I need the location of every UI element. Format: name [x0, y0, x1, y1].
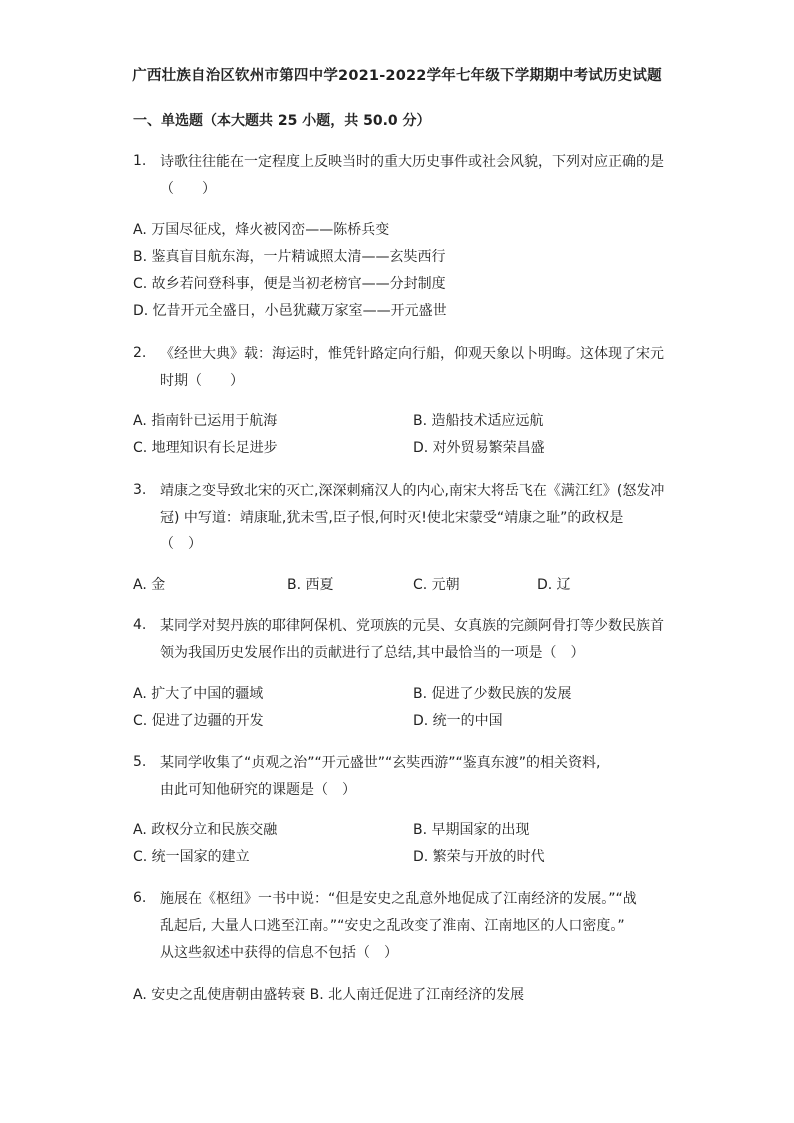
- question-text: 冠) 中写道：靖康耻,犹未雪,臣子恨,何时灭!使北宋蒙受“靖康之耻”的政权是: [160, 510, 624, 526]
- question-text: 领为我国历史发展作出的贡献进行了总结,其中最恰当的一项是（ ）: [160, 645, 585, 661]
- question-number: 3.: [133, 482, 147, 498]
- option-b: B. 早期国家的出现: [413, 822, 530, 838]
- option-d: D. 辽: [537, 577, 571, 593]
- option-d: D. 对外贸易繁荣昌盛: [413, 440, 545, 456]
- option-c: C. 统一国家的建立: [133, 849, 250, 865]
- question-text: 某同学收集了“贞观之治”“开元盛世”“玄奘西游”“鉴真东渡”的相关资料,: [160, 755, 601, 771]
- question-text: 诗歌往往能在一定程度上反映当时的重大历史事件或社会风貌，下列对应正确的是: [160, 154, 664, 170]
- option-b: B. 促进了少数民族的发展: [413, 686, 572, 702]
- option-a: A. 万国尽征戍，烽火被冈峦——陈桥兵变: [133, 222, 390, 238]
- question-text: （ ）: [160, 536, 202, 552]
- option-d: D. 忆昔开元全盛日，小邑犹藏万家室——开元盛世: [133, 303, 447, 319]
- option-a: A. 安史之乱使唐朝由盛转衰 B. 北人南迁促进了江南经济的发展: [133, 987, 525, 1003]
- section-heading: 一、单选题（本大题共 25 小题，共 50.0 分）: [133, 113, 431, 129]
- option-d: D. 统一的中国: [413, 713, 503, 729]
- question-text: 乱起后, 大量人口逃至江南。”“安史之乱改变了淮南、江南地区的人口密度。”: [160, 918, 625, 934]
- question-text: 靖康之变导致北宋的灭亡,深深刺痛汉人的内心,南宋大将岳飞在《满江红》(怒发冲: [160, 483, 665, 499]
- option-a: A. 金: [133, 577, 166, 593]
- option-b: B. 鉴真盲目航东海，一片精诚照太清——玄奘西行: [133, 249, 446, 265]
- option-c: C. 元朝: [413, 577, 460, 593]
- option-a: A. 政权分立和民族交融: [133, 822, 278, 838]
- option-a: A. 指南针已运用于航海: [133, 413, 278, 429]
- option-c: C. 地理知识有长足进步: [133, 440, 278, 456]
- option-d: D. 繁荣与开放的时代: [413, 849, 545, 865]
- option-b: B. 造船技术适应远航: [413, 413, 544, 429]
- question-text: 由此可知他研究的课题是（ ）: [160, 782, 356, 798]
- question-text: 时期（ ）: [160, 373, 244, 389]
- option-b: B. 西夏: [287, 577, 334, 593]
- question-text: 某同学对契丹族的耶律阿保机、党项族的元昊、女真族的完颜阿骨打等少数民族首: [160, 618, 664, 634]
- question-number: 5.: [133, 754, 147, 770]
- option-c: C. 故乡若问登科事，便是当初老榜官——分封制度: [133, 276, 446, 292]
- question-text: （ ）: [160, 181, 216, 197]
- question-text: 《经世大典》载：海运时，惟凭针路定向行船，仰观天象以卜明晦。这体现了宋元: [160, 346, 664, 362]
- question-number: 2.: [133, 345, 147, 361]
- question-number: 4.: [133, 617, 147, 633]
- question-number: 1.: [133, 153, 147, 169]
- question-text: 从这些叙述中获得的信息不包括（ ）: [160, 945, 398, 961]
- question-number: 6.: [133, 890, 147, 906]
- option-a: A. 扩大了中国的疆域: [133, 686, 264, 702]
- question-text: 施展在《枢纽》一书中说：“但是安史之乱意外地促成了江南经济的发展。”“战: [160, 891, 637, 907]
- option-c: C. 促进了边疆的开发: [133, 713, 264, 729]
- page-title: 广西壮族自治区钦州市第四中学2021-2022学年七年级下学期期中考试历史试题: [132, 68, 662, 84]
